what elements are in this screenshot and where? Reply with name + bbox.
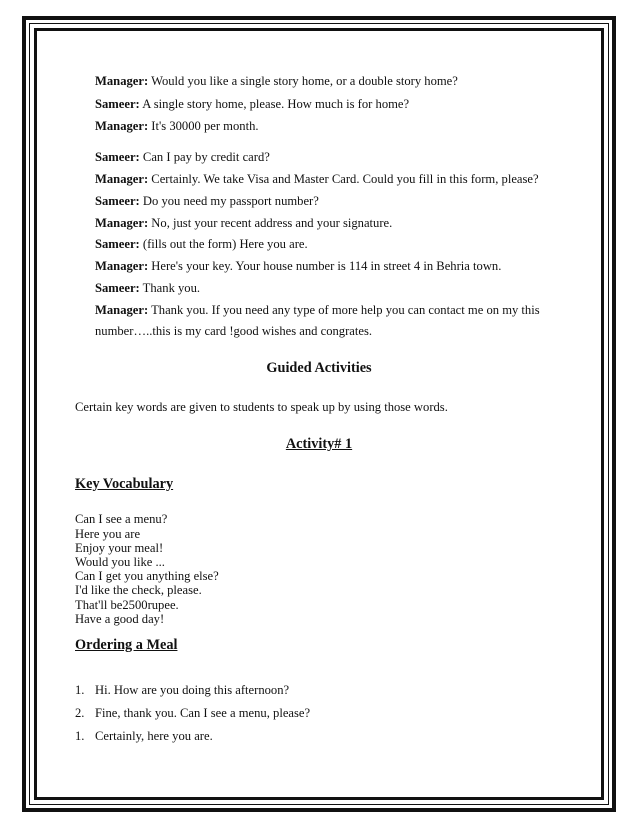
speaker: Sameer: xyxy=(95,194,140,208)
line-text: Do you need my passport number? xyxy=(139,194,319,208)
line-text: Here's your key. Your house number is 114 in street 4 in Behria town. xyxy=(148,259,502,273)
speaker: Sameer: xyxy=(95,150,140,164)
line-text: Certainly. We take Visa and Master Card. Could you fill in this form, please? xyxy=(148,172,539,186)
line-text: Would you like a single story home, or a double story home? xyxy=(148,74,458,88)
item-number: 1. xyxy=(75,729,85,743)
line-text: It's 30000 per month. xyxy=(148,119,259,133)
speaker: Manager: xyxy=(95,119,149,133)
dialogue-line xyxy=(95,119,259,134)
key-vocabulary-heading: Key Vocabulary xyxy=(75,476,174,492)
guided-intro: Certain key words are given to students to speak up by using those words. xyxy=(75,400,448,414)
line-text: Thank you. xyxy=(139,281,201,295)
dialogue-line xyxy=(95,172,539,187)
line-text: A single story home, please. How much is for home? xyxy=(139,97,410,111)
dialogue-line xyxy=(95,303,540,318)
ordering-heading: Ordering a Meal xyxy=(75,637,178,653)
item-number: 1. xyxy=(75,683,85,697)
phrase-item: Here you are xyxy=(75,527,141,541)
line-text: Thank you. If you need any type of more help you can contact me on my this xyxy=(148,303,540,317)
activity-heading: Activity# 1 xyxy=(285,436,353,452)
speaker: Sameer: xyxy=(95,237,140,251)
dialogue-line xyxy=(95,281,200,296)
dialogue-continuation: number…..this is my card !good wishes and congrates. xyxy=(95,324,373,338)
dialogue-line xyxy=(95,237,308,252)
phrase-item: Enjoy your meal! xyxy=(75,541,164,555)
dialogue-line xyxy=(95,216,392,231)
item-text: Certainly, here you are. xyxy=(95,729,213,743)
speaker: Manager: xyxy=(95,303,149,317)
line-text: Can I pay by credit card? xyxy=(139,150,270,164)
speaker: Manager: xyxy=(95,216,149,230)
phrase-item: Can I get you anything else? xyxy=(75,569,219,583)
speaker: Sameer: xyxy=(95,97,140,111)
item-text: Fine, thank you. Can I see a menu, please? xyxy=(95,706,311,720)
line-text: No, just your recent address and your signature. xyxy=(148,216,393,230)
ordering-item xyxy=(75,729,213,744)
line-text: (fills out the form) Here you are. xyxy=(139,237,308,251)
dialogue-line xyxy=(95,194,319,209)
guided-activities-heading: Guided Activities xyxy=(266,360,372,376)
speaker: Manager: xyxy=(95,259,149,273)
dialogue-line xyxy=(95,97,409,112)
dialogue-line xyxy=(95,259,501,274)
speaker: Manager: xyxy=(95,74,149,88)
phrase-item: That'll be2500rupee. xyxy=(75,598,179,612)
item-number: 2. xyxy=(75,706,85,720)
ordering-item xyxy=(75,683,289,698)
phrase-item: Would you like ... xyxy=(75,555,165,569)
dialogue-line xyxy=(95,150,270,165)
phrase-item: Have a good day! xyxy=(75,612,165,626)
ordering-item xyxy=(75,706,310,721)
speaker: Manager: xyxy=(95,172,149,186)
item-text: Hi. How are you doing this afternoon? xyxy=(95,683,290,697)
phrase-item: I'd like the check, please. xyxy=(75,583,202,597)
phrase-item: Can I see a menu? xyxy=(75,512,168,526)
dialogue-line xyxy=(95,74,458,89)
speaker: Sameer: xyxy=(95,281,140,295)
